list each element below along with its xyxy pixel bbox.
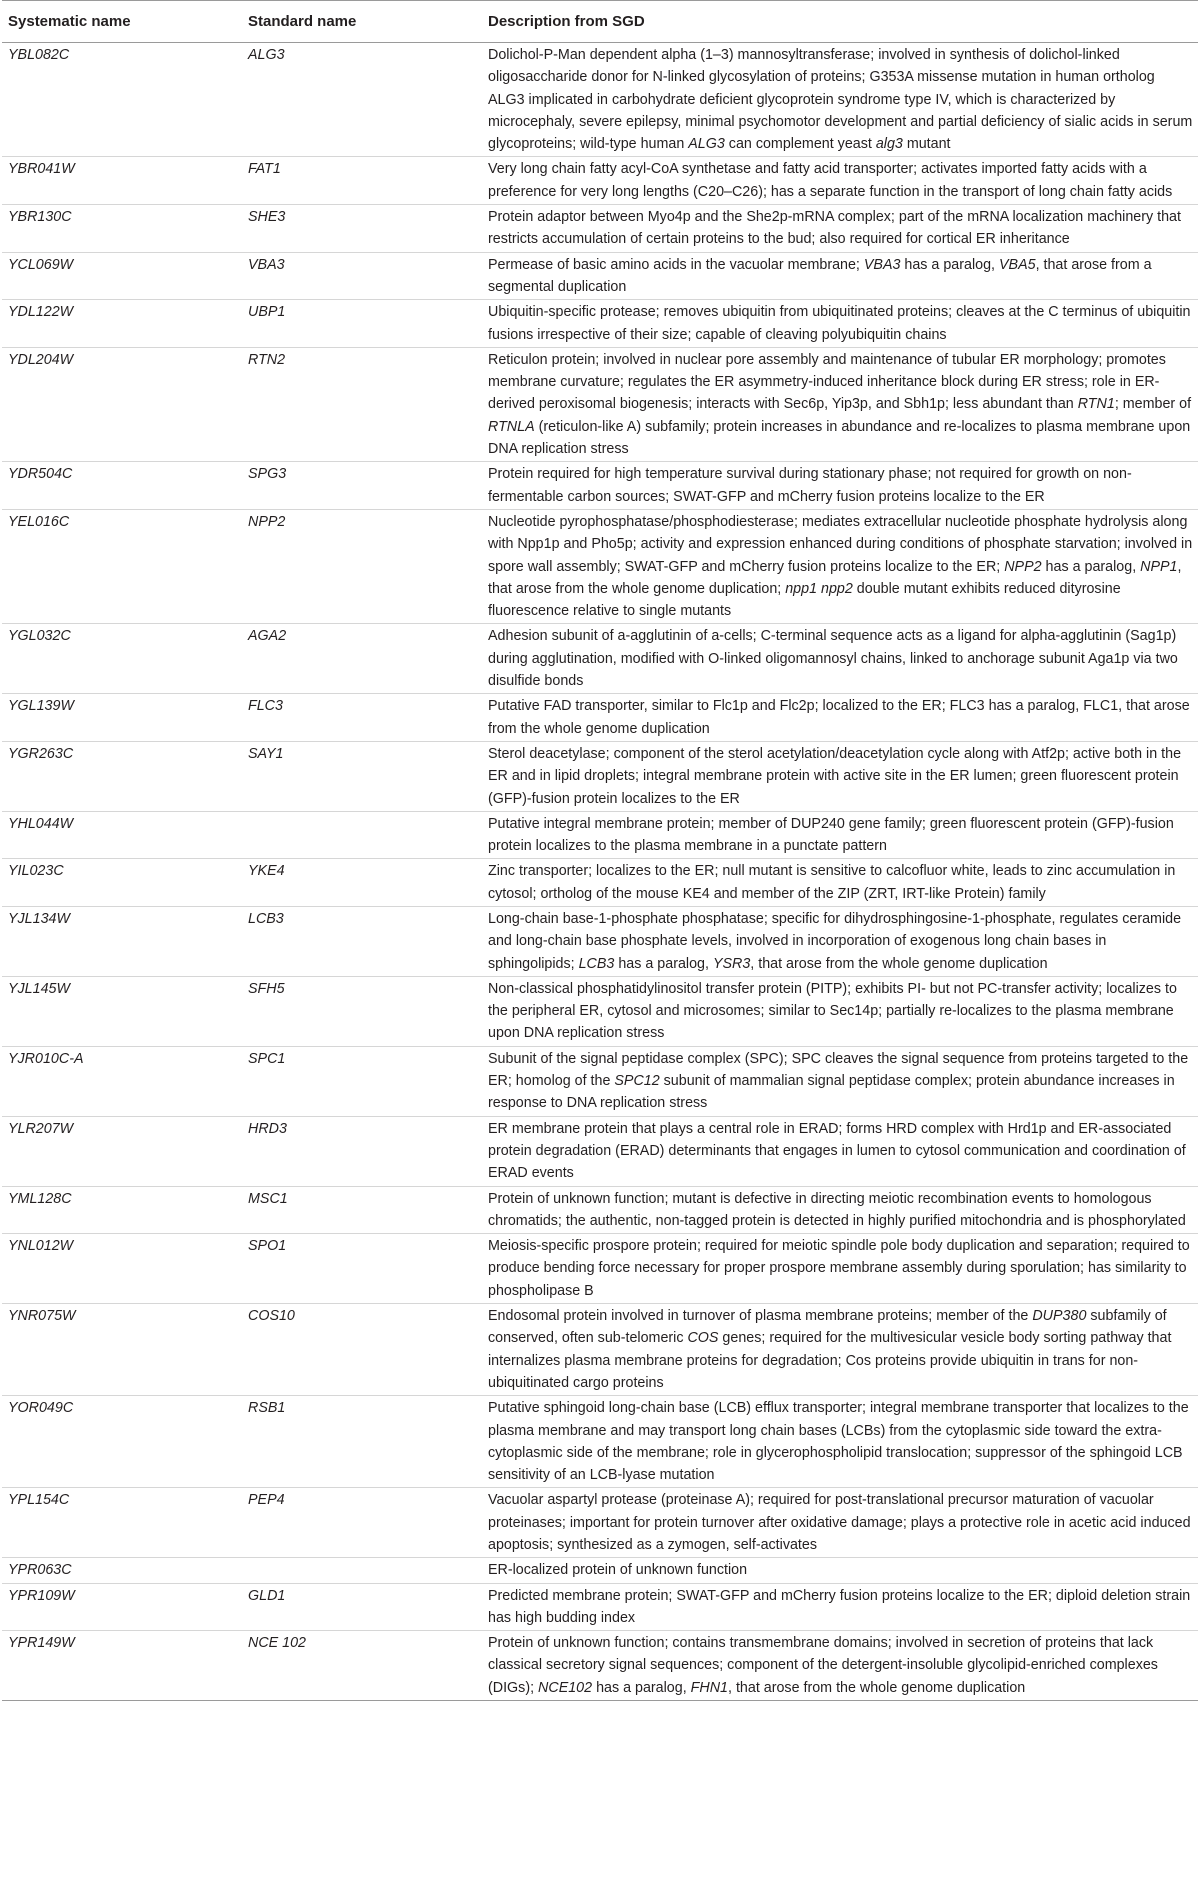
gene-name-italic: RTN1 <box>1077 396 1115 413</box>
systematic-name-cell: YNL012W <box>2 1234 242 1304</box>
description-cell <box>482 300 1198 348</box>
standard-name-cell: FLC3 <box>242 694 482 742</box>
description-cell <box>482 1488 1198 1558</box>
standard-name-cell: RTN2 <box>242 347 482 461</box>
description-text: has a paralog, <box>614 955 713 972</box>
description-text: Protein required for high temperature survival during stationary phase; not required for growth on non-fermentable carbon sources; SWAT-GFP and mCherry fusion proteins localize to the ER <box>488 466 1132 505</box>
systematic-name-cell: YDL204W <box>2 347 242 461</box>
description-text: Zinc transporter; localizes to the ER; null mutant is sensitive to calcofluor white, leads to zinc accumulation in cytosol; ortholog of the mouse KE4 and member of the ZIP (ZRT, IRT-like Protein) family <box>488 863 1176 902</box>
description-cell <box>482 859 1198 907</box>
description-text: , that arose from a segmental duplication <box>488 256 1152 295</box>
description-text: double mutant exhibits reduced dityrosine fluorescence relative to single mutants <box>488 580 1121 620</box>
header-systematic-name: Systematic name <box>2 1 242 43</box>
table-row <box>2 1186 1198 1234</box>
systematic-name-cell: YPR109W <box>2 1583 242 1631</box>
standard-name-cell: SHE3 <box>242 205 482 253</box>
standard-name-cell: NCE 102 <box>242 1631 482 1701</box>
gene-name-italic: npp1 npp2 <box>785 580 853 597</box>
description-cell <box>482 1234 1198 1304</box>
table-row <box>2 1558 1198 1583</box>
standard-name-cell: ALG3 <box>242 43 482 157</box>
description-cell <box>482 741 1198 811</box>
description-cell <box>482 1583 1198 1631</box>
table-row <box>2 694 1198 742</box>
table-row <box>2 1046 1198 1116</box>
systematic-name-cell: YBR130C <box>2 205 242 253</box>
standard-name-cell: GLD1 <box>242 1583 482 1631</box>
table-row <box>2 252 1198 300</box>
systematic-name-cell: YGL139W <box>2 694 242 742</box>
table-row <box>2 1631 1198 1701</box>
description-text: Dolichol-P-Man dependent alpha (1–3) mannosyltransferase; involved in synthesis of dolichol-linked oligosaccharide donor for N-linked glycosylation of proteins; G353A missense mutation in human ortholog ALG3 implicated in carbohydrate deficient glycoprotein syndrome type IV, which is characterized by microcephaly, severe epilepsy, minimal psychomotor development and partial deficiency of sialic acids in serum glycoproteins; wild-type human <box>488 47 1193 153</box>
gene-name-italic: DUP380 <box>1032 1308 1087 1325</box>
gene-name-italic: YSR3 <box>712 955 751 972</box>
description-cell <box>482 509 1198 623</box>
gene-name-italic: VBA3 <box>863 256 901 273</box>
standard-name-cell: NPP2 <box>242 509 482 623</box>
description-text: subunit of mammalian signal peptidase complex; protein abundance increases in response to DNA replication stress <box>488 1073 1175 1112</box>
header-row <box>2 1 1198 43</box>
description-text: , that arose from the whole genome duplication <box>728 1679 1026 1696</box>
description-text: Putative FAD transporter, similar to Flc1p and Flc2p; localized to the ER; FLC3 has a paralog, FLC1, that arose from the whole genome duplication <box>488 698 1190 737</box>
description-cell <box>482 462 1198 510</box>
table-row <box>2 157 1198 205</box>
description-text: ER membrane protein that plays a central role in ERAD; forms HRD complex with Hrd1p and ER-associated protein degradation (ERAD) determinants that engages in lumen to cytosol communication and coordination of ERAD events <box>488 1120 1186 1182</box>
description-cell <box>482 1558 1198 1583</box>
description-text: Endosomal protein involved in turnover of plasma membrane proteins; member of the <box>488 1308 1033 1325</box>
description-text: (reticulon-like A) subfamily; protein increases in abundance and re-localizes to plasma membrane upon DNA replication stress <box>488 418 1191 458</box>
description-cell <box>482 976 1198 1046</box>
gene-name-italic: VBA5 <box>999 256 1036 273</box>
standard-name-cell: SPO1 <box>242 1234 482 1304</box>
description-cell <box>482 205 1198 253</box>
header-description: Description from SGD <box>482 1 1198 43</box>
standard-name-cell <box>242 1558 482 1583</box>
table-row <box>2 347 1198 461</box>
description-cell <box>482 252 1198 300</box>
table-row <box>2 1116 1198 1186</box>
standard-name-cell: LCB3 <box>242 906 482 976</box>
description-text: , that arose from the whole genome duplication; <box>488 558 1182 597</box>
description-cell <box>482 1116 1198 1186</box>
description-text: subfamily of conserved, often sub-telomeric <box>488 1308 1167 1347</box>
table-row <box>2 741 1198 811</box>
table-row <box>2 1583 1198 1631</box>
table-row <box>2 509 1198 623</box>
table-row <box>2 1234 1198 1304</box>
standard-name-cell: SFH5 <box>242 976 482 1046</box>
table-row <box>2 1396 1198 1488</box>
description-text: Long-chain base-1-phosphate phosphatase; specific for dihydrosphingosine-1-phosphate, regulates ceramide and long-chain base phosphate levels, involved in incorporation of exogenous long chain bases in sphingolipids; <box>488 910 1182 972</box>
standard-name-cell: SAY1 <box>242 741 482 811</box>
systematic-name-cell: YEL016C <box>2 509 242 623</box>
description-cell <box>482 1186 1198 1234</box>
description-text: , that arose from the whole genome duplication <box>750 955 1048 972</box>
systematic-name-cell: YGR263C <box>2 741 242 811</box>
description-text: genes; required for the multivesicular vesicle body sorting pathway that internalizes plasma membrane proteins for degradation; Cos proteins provide ubiquitin in trans for non-ubiquitinated cargo proteins <box>488 1330 1172 1391</box>
description-cell <box>482 811 1198 859</box>
description-text: has a paralog, <box>1041 558 1141 575</box>
description-text: Subunit of the signal peptidase complex (SPC); SPC cleaves the signal sequence from proteins targeted to the ER; homolog of the <box>488 1050 1189 1090</box>
table-row <box>2 976 1198 1046</box>
description-text: Protein adaptor between Myo4p and the She2p-mRNA complex; part of the mRNA localization machinery that restricts accumulation of certain proteins to the bud; also required for cortical ER inheritance <box>488 209 1181 248</box>
description-text: Nucleotide pyrophosphatase/phosphodiesterase; mediates extracellular nucleotide phosphate hydrolysis along with Npp1p and Pho5p; activity and expression enhanced during conditions of phosphate starvation; involved in spore wall assembly; SWAT-GFP and mCherry fusion proteins localize to the ER; <box>488 513 1193 575</box>
systematic-name-cell: YJL134W <box>2 906 242 976</box>
gene-name-italic: SPC12 <box>614 1073 660 1090</box>
table-row <box>2 205 1198 253</box>
description-text: Predicted membrane protein; SWAT-GFP and mCherry fusion proteins localize to the ER; diploid deletion strain has high budding index <box>488 1587 1191 1626</box>
standard-name-cell: VBA3 <box>242 252 482 300</box>
description-text: Ubiquitin-specific protease; removes ubiquitin from ubiquitinated proteins; cleaves at the C terminus of ubiquitin fusions irrespective of their size; capable of cleaving polyubiquitin chains <box>488 304 1191 343</box>
systematic-name-cell: YJR010C-A <box>2 1046 242 1116</box>
standard-name-cell: MSC1 <box>242 1186 482 1234</box>
description-cell <box>482 157 1198 205</box>
description-text: Protein of unknown function; contains transmembrane domains; involved in secretion of proteins that lack classical secretory signal sequences; component of the detergent-insoluble glycolipid-enriched complexes (DIGs); <box>488 1635 1158 1696</box>
table-row <box>2 859 1198 907</box>
description-cell <box>482 1396 1198 1488</box>
gene-name-italic: LCB3 <box>578 955 615 972</box>
gene-table <box>2 0 1198 1701</box>
description-text: has a paralog, <box>592 1679 691 1696</box>
standard-name-cell: UBP1 <box>242 300 482 348</box>
table-row <box>2 462 1198 510</box>
description-text: Non-classical phosphatidylinositol transfer protein (PITP); exhibits PI- but not PC-transfer activity; localizes to the peripheral ER, cytosol and microsomes; similar to Sec14p; partially re-localizes to the plasma membrane upon DNA replication stress <box>488 980 1177 1042</box>
description-text: Vacuolar aspartyl protease (proteinase A); required for post-translational precursor maturation of vacuolar proteinases; important for protein turnover after oxidative damage; plays a protective role in acetic acid induced apoptosis; synthesized as a zymogen, self-activates <box>488 1492 1191 1553</box>
description-text: Sterol deacetylase; component of the sterol acetylation/deacetylation cycle along with Atf2p; active both in the ER and in lipid droplets; integral membrane protein with active site in the ER lumen; green fluorescent protein (GFP)-fusion protein localizes to the ER <box>488 745 1182 807</box>
description-cell <box>482 1304 1198 1396</box>
standard-name-cell: FAT1 <box>242 157 482 205</box>
description-text: Meiosis-specific prospore protein; required for meiotic spindle pole body duplication and separation; required to produce bending force necessary for proper prospore membrane assembly during sporulation; has similarity to phospholipase B <box>488 1238 1190 1299</box>
description-text: can complement yeast <box>724 136 876 153</box>
gene-name-italic: RTNLA <box>488 418 535 435</box>
standard-name-cell: AGA2 <box>242 624 482 694</box>
systematic-name-cell: YBL082C <box>2 43 242 157</box>
systematic-name-cell: YPR149W <box>2 1631 242 1701</box>
systematic-name-cell: YIL023C <box>2 859 242 907</box>
standard-name-cell: SPG3 <box>242 462 482 510</box>
systematic-name-cell: YPR063C <box>2 1558 242 1583</box>
description-text: ER-localized protein of unknown function <box>488 1562 748 1579</box>
systematic-name-cell: YDR504C <box>2 462 242 510</box>
systematic-name-cell: YNR075W <box>2 1304 242 1396</box>
description-text: Putative sphingoid long-chain base (LCB) efflux transporter; integral membrane transporter that localizes to the plasma membrane and may transport long chain bases (LCBs) from the cytoplasmic side toward the extra-cytoplasmic side of the membrane; role in glycerophospholipid translocation; suppressor of the sphingoid LCB sensitivity of an LCB-lyase mutation <box>488 1400 1189 1484</box>
table-row <box>2 811 1198 859</box>
gene-name-italic: FHN1 <box>690 1679 728 1696</box>
table-body <box>2 43 1198 1701</box>
gene-name-italic: NPP1 <box>1140 558 1178 575</box>
gene-name-italic: alg3 <box>875 136 903 153</box>
description-cell <box>482 624 1198 694</box>
systematic-name-cell: YBR041W <box>2 157 242 205</box>
standard-name-cell: YKE4 <box>242 859 482 907</box>
standard-name-cell <box>242 811 482 859</box>
description-cell <box>482 43 1198 157</box>
standard-name-cell: RSB1 <box>242 1396 482 1488</box>
standard-name-cell: PEP4 <box>242 1488 482 1558</box>
systematic-name-cell: YCL069W <box>2 252 242 300</box>
table-header <box>2 1 1198 43</box>
systematic-name-cell: YGL032C <box>2 624 242 694</box>
table-row <box>2 906 1198 976</box>
systematic-name-cell: YOR049C <box>2 1396 242 1488</box>
systematic-name-cell: YLR207W <box>2 1116 242 1186</box>
standard-name-cell: SPC1 <box>242 1046 482 1116</box>
gene-name-italic: ALG3 <box>688 136 725 153</box>
description-cell <box>482 694 1198 742</box>
standard-name-cell: COS10 <box>242 1304 482 1396</box>
description-text: has a paralog, <box>900 256 999 273</box>
description-cell <box>482 1631 1198 1701</box>
header-standard-name: Standard name <box>242 1 482 43</box>
description-text: Adhesion subunit of a-agglutinin of a-cells; C-terminal sequence acts as a ligand for alpha-agglutinin (Sag1p) during agglutination, modified with O-linked oligomannosyl chains, linked to anchorage subunit Aga1p via two disulfide bonds <box>488 628 1178 690</box>
description-cell <box>482 1046 1198 1116</box>
description-text: Protein of unknown function; mutant is defective in directing meiotic recombination events to homologous chromatids; the authentic, non-tagged protein is detected in highly purified mitochondria and is phosphorylated <box>488 1190 1186 1229</box>
gene-name-italic: COS <box>687 1330 719 1347</box>
systematic-name-cell: YML128C <box>2 1186 242 1234</box>
systematic-name-cell: YJL145W <box>2 976 242 1046</box>
description-cell <box>482 347 1198 461</box>
table-row <box>2 43 1198 157</box>
systematic-name-cell: YPL154C <box>2 1488 242 1558</box>
table-row <box>2 1488 1198 1558</box>
systematic-name-cell: YHL044W <box>2 811 242 859</box>
description-text: Permease of basic amino acids in the vacuolar membrane; <box>488 256 864 273</box>
description-text: Reticulon protein; involved in nuclear pore assembly and maintenance of tubular ER morphology; promotes membrane curvature; regulates the ER asymmetry-induced inheritance block during ER stress; role in ER-derived peroxisomal biogenesis; interacts with Sec6p, Yip3p, and Sbh1p; less abundant than <box>488 351 1166 413</box>
description-text: mutant <box>902 136 951 153</box>
systematic-name-cell: YDL122W <box>2 300 242 348</box>
gene-name-italic: NPP2 <box>1004 558 1042 575</box>
description-text: Putative integral membrane protein; member of DUP240 gene family; green fluorescent protein (GFP)-fusion protein localizes to the plasma membrane in a punctate pattern <box>488 815 1174 855</box>
table-row <box>2 624 1198 694</box>
table-row <box>2 300 1198 348</box>
gene-name-italic: NCE102 <box>538 1679 593 1696</box>
table-row <box>2 1304 1198 1396</box>
description-cell <box>482 906 1198 976</box>
description-text: Very long chain fatty acyl-CoA synthetase and fatty acid transporter; activates imported fatty acids with a preference for very long lengths (C20–C26); has a separate function in the transport of long chain fatty acids <box>488 161 1173 200</box>
standard-name-cell: HRD3 <box>242 1116 482 1186</box>
description-text: ; member of <box>1114 396 1192 413</box>
